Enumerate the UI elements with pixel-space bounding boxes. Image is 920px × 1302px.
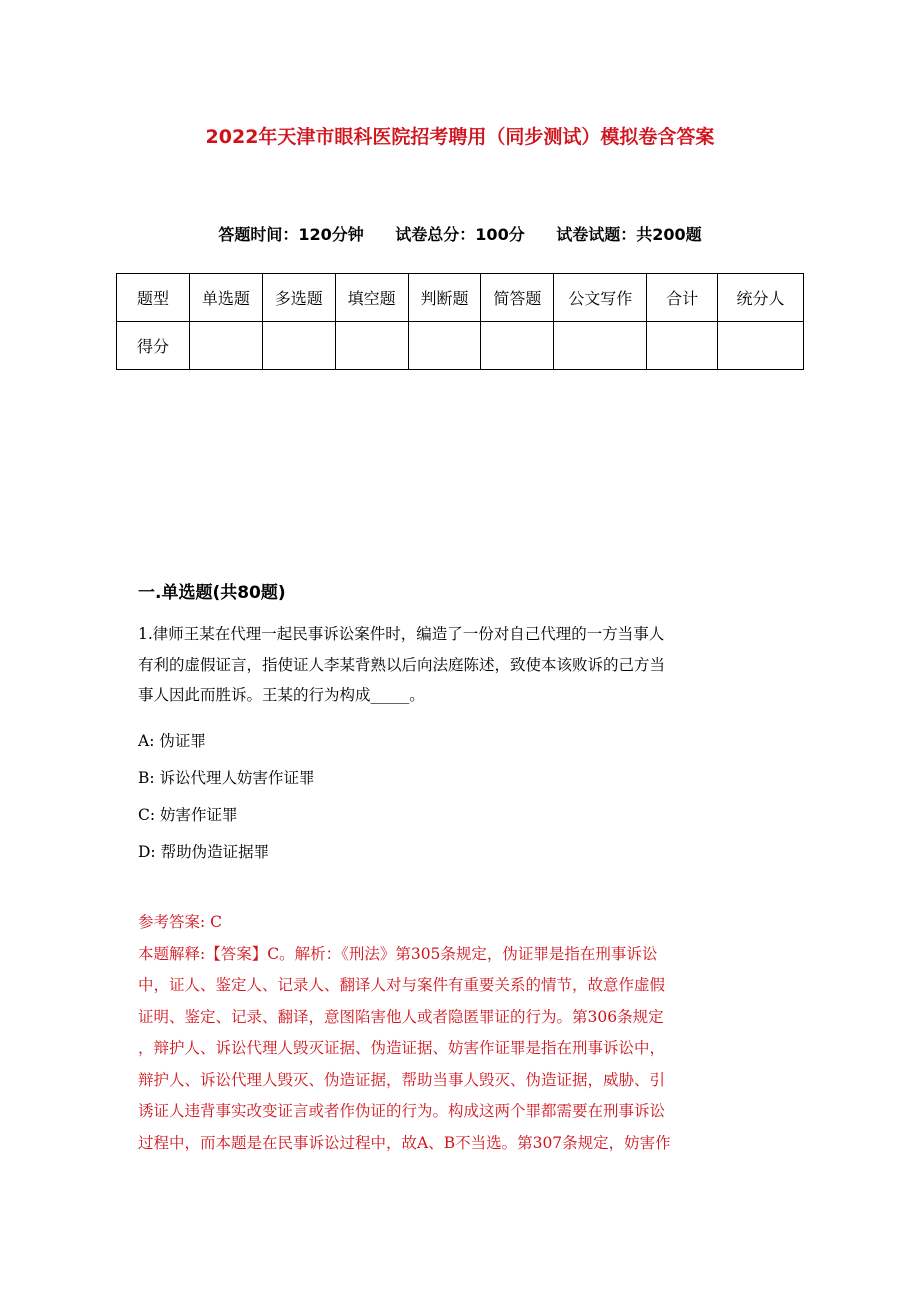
header-cell: 合计 xyxy=(647,274,718,322)
explanation-line: 中，证人、鉴定人、记录人、翻译人对与案件有重要关系的情节，故意作虚假 xyxy=(138,976,666,994)
score-cell xyxy=(408,322,481,370)
question-options xyxy=(138,726,780,874)
option-d: D: 帮助伪造证据罪 xyxy=(138,843,270,861)
explanation-line: 诱证人违背事实改变证言或者作伪证的行为。构成这两个罪都需要在刑事诉讼 xyxy=(138,1102,666,1120)
header-cell: 统分人 xyxy=(718,274,804,322)
score-cell xyxy=(189,322,262,370)
score-cell xyxy=(262,322,335,370)
score-cell xyxy=(718,322,804,370)
exam-total-score: 试卷总分：100分 xyxy=(395,225,525,244)
score-cell xyxy=(554,322,647,370)
explanation-line: 本题解释:【答案】C。解析：《刑法》第305条规定，伪证罪是指在刑事诉讼 xyxy=(138,944,658,963)
exam-time: 答题时间：120分钟 xyxy=(218,225,364,244)
answer-explanation xyxy=(138,907,780,1159)
header-cell: 多选题 xyxy=(262,274,335,322)
explanation-line: 辩护人、诉讼代理人毁灭、伪造证据，帮助当事人毁灭、伪造证据，威胁、引 xyxy=(138,1070,666,1089)
header-cell: 单选题 xyxy=(189,274,262,322)
option-a: A: 伪证罪 xyxy=(138,732,206,750)
section-heading: 一.单选题(共80题) xyxy=(138,583,286,603)
header-cell: 公文写作 xyxy=(554,274,647,322)
header-cell: 题型 xyxy=(117,274,190,322)
question-line: 事人因此而胜诉。王某的行为构成_____。 xyxy=(138,686,425,704)
score-row-label: 得分 xyxy=(117,322,190,370)
score-table xyxy=(116,273,804,370)
explanation-line: 证明、鉴定、记录、翻译，意图陷害他人或者隐匿罪证的行为。第306条规定 xyxy=(138,1007,664,1026)
score-cell xyxy=(481,322,554,370)
header-cell: 简答题 xyxy=(481,274,554,322)
header-cell: 填空题 xyxy=(335,274,408,322)
option-b: B: 诉讼代理人妨害作证罪 xyxy=(138,769,315,787)
explanation-line: 过程中，而本题是在民事诉讼过程中，故A、B不当选。第307条规定，妨害作 xyxy=(138,1133,671,1152)
score-table-score-row xyxy=(117,322,804,370)
question-stem xyxy=(138,619,780,711)
page-title: 2022年天津市眼科医院招考聘用（同步测试）模拟卷含答案 xyxy=(205,126,715,148)
question-line: 有利的虚假证言，指使证人李某背熟以后向法庭陈述，致使本该败诉的己方当 xyxy=(138,655,666,674)
score-cell xyxy=(647,322,718,370)
question-line: 1.律师王某在代理一起民事诉讼案件时，编造了一份对自己代理的一方当事人 xyxy=(138,625,665,643)
header-cell: 判断题 xyxy=(408,274,481,322)
answer-key: 参考答案: C xyxy=(138,913,223,931)
exam-question-count: 试卷试题：共200题 xyxy=(556,225,702,244)
explanation-line: ，辩护人、诉讼代理人毁灭证据、伪造证据、妨害作证罪是指在刑事诉讼中， xyxy=(138,1039,666,1057)
option-c: C: 妨害作证罪 xyxy=(138,806,238,824)
exam-info xyxy=(0,222,920,245)
score-cell xyxy=(335,322,408,370)
score-table-header-row xyxy=(117,274,804,322)
